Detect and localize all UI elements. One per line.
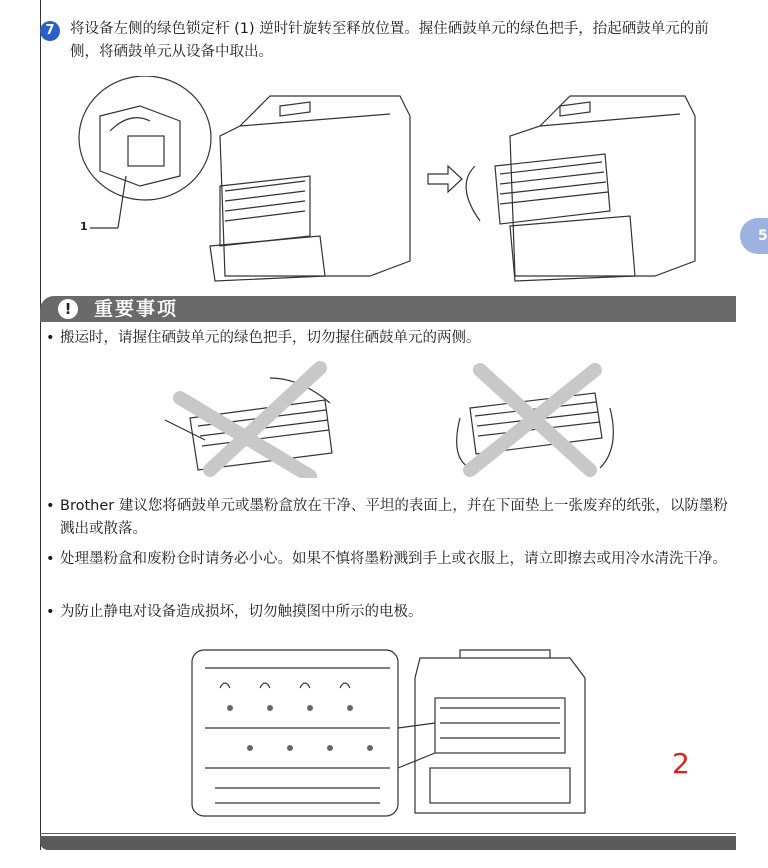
x-cross-icon-2 bbox=[470, 370, 595, 470]
bullet-dot-icon: • bbox=[46, 551, 55, 567]
callout-label-1: 1 bbox=[80, 220, 88, 233]
chapter-tab[interactable]: 5 bbox=[740, 218, 768, 254]
bullet-dot-icon: • bbox=[46, 604, 55, 620]
bullet-text: 为防止静电对设备造成损坏，切勿触摸图中所示的电极。 bbox=[60, 604, 423, 620]
footer-bar bbox=[40, 836, 736, 850]
x-cross-icon bbox=[180, 368, 320, 476]
bullet-dot-icon: • bbox=[46, 498, 55, 514]
drum-removal-svg bbox=[70, 76, 710, 286]
grip-comparison-illustration bbox=[150, 358, 620, 478]
bullet-dot-icon: • bbox=[46, 330, 55, 346]
exclamation-icon: ! bbox=[58, 299, 78, 319]
bullet-text: 处理墨粉盒和废粉仓时请务必小心。如果不慎将墨粉溅到手上或衣服上，请立即擦去或用冷水清洗干净。 bbox=[60, 551, 727, 567]
electrode-contacts-illustration bbox=[190, 648, 590, 820]
electrode-detail-frame bbox=[192, 650, 398, 816]
important-notice-bar bbox=[40, 296, 736, 322]
page-frame-left bbox=[40, 0, 41, 850]
bullet-text: 搬运时，请握住硒鼓单元的绿色把手，切勿握住硒鼓单元的两侧。 bbox=[60, 330, 481, 346]
important-title: 重要事项 bbox=[94, 298, 179, 320]
footer-rule bbox=[40, 833, 736, 834]
lock-lever-detail bbox=[79, 76, 211, 200]
step-number-badge: 7 bbox=[40, 21, 60, 41]
wrong-grip-left bbox=[165, 378, 332, 470]
step-instruction: 将设备左侧的绿色锁定杆 (1) 逆时针旋转至释放位置。握住硒鼓单元的绿色把手，抬起硒鼓单元的前侧，将硒鼓单元从设备中取出。 bbox=[70, 21, 709, 60]
drum-removal-illustration bbox=[70, 76, 710, 286]
bullet-text: Brother 建议您将硒鼓单元或墨粉盒放在干净、平坦的表面上，并在下面垫上一张废弃的纸张，以防墨粉溅出或散落。 bbox=[60, 498, 728, 537]
electrode-svg bbox=[190, 648, 590, 820]
grip-comparison-svg bbox=[150, 358, 620, 478]
page-number: 2 bbox=[672, 747, 690, 780]
